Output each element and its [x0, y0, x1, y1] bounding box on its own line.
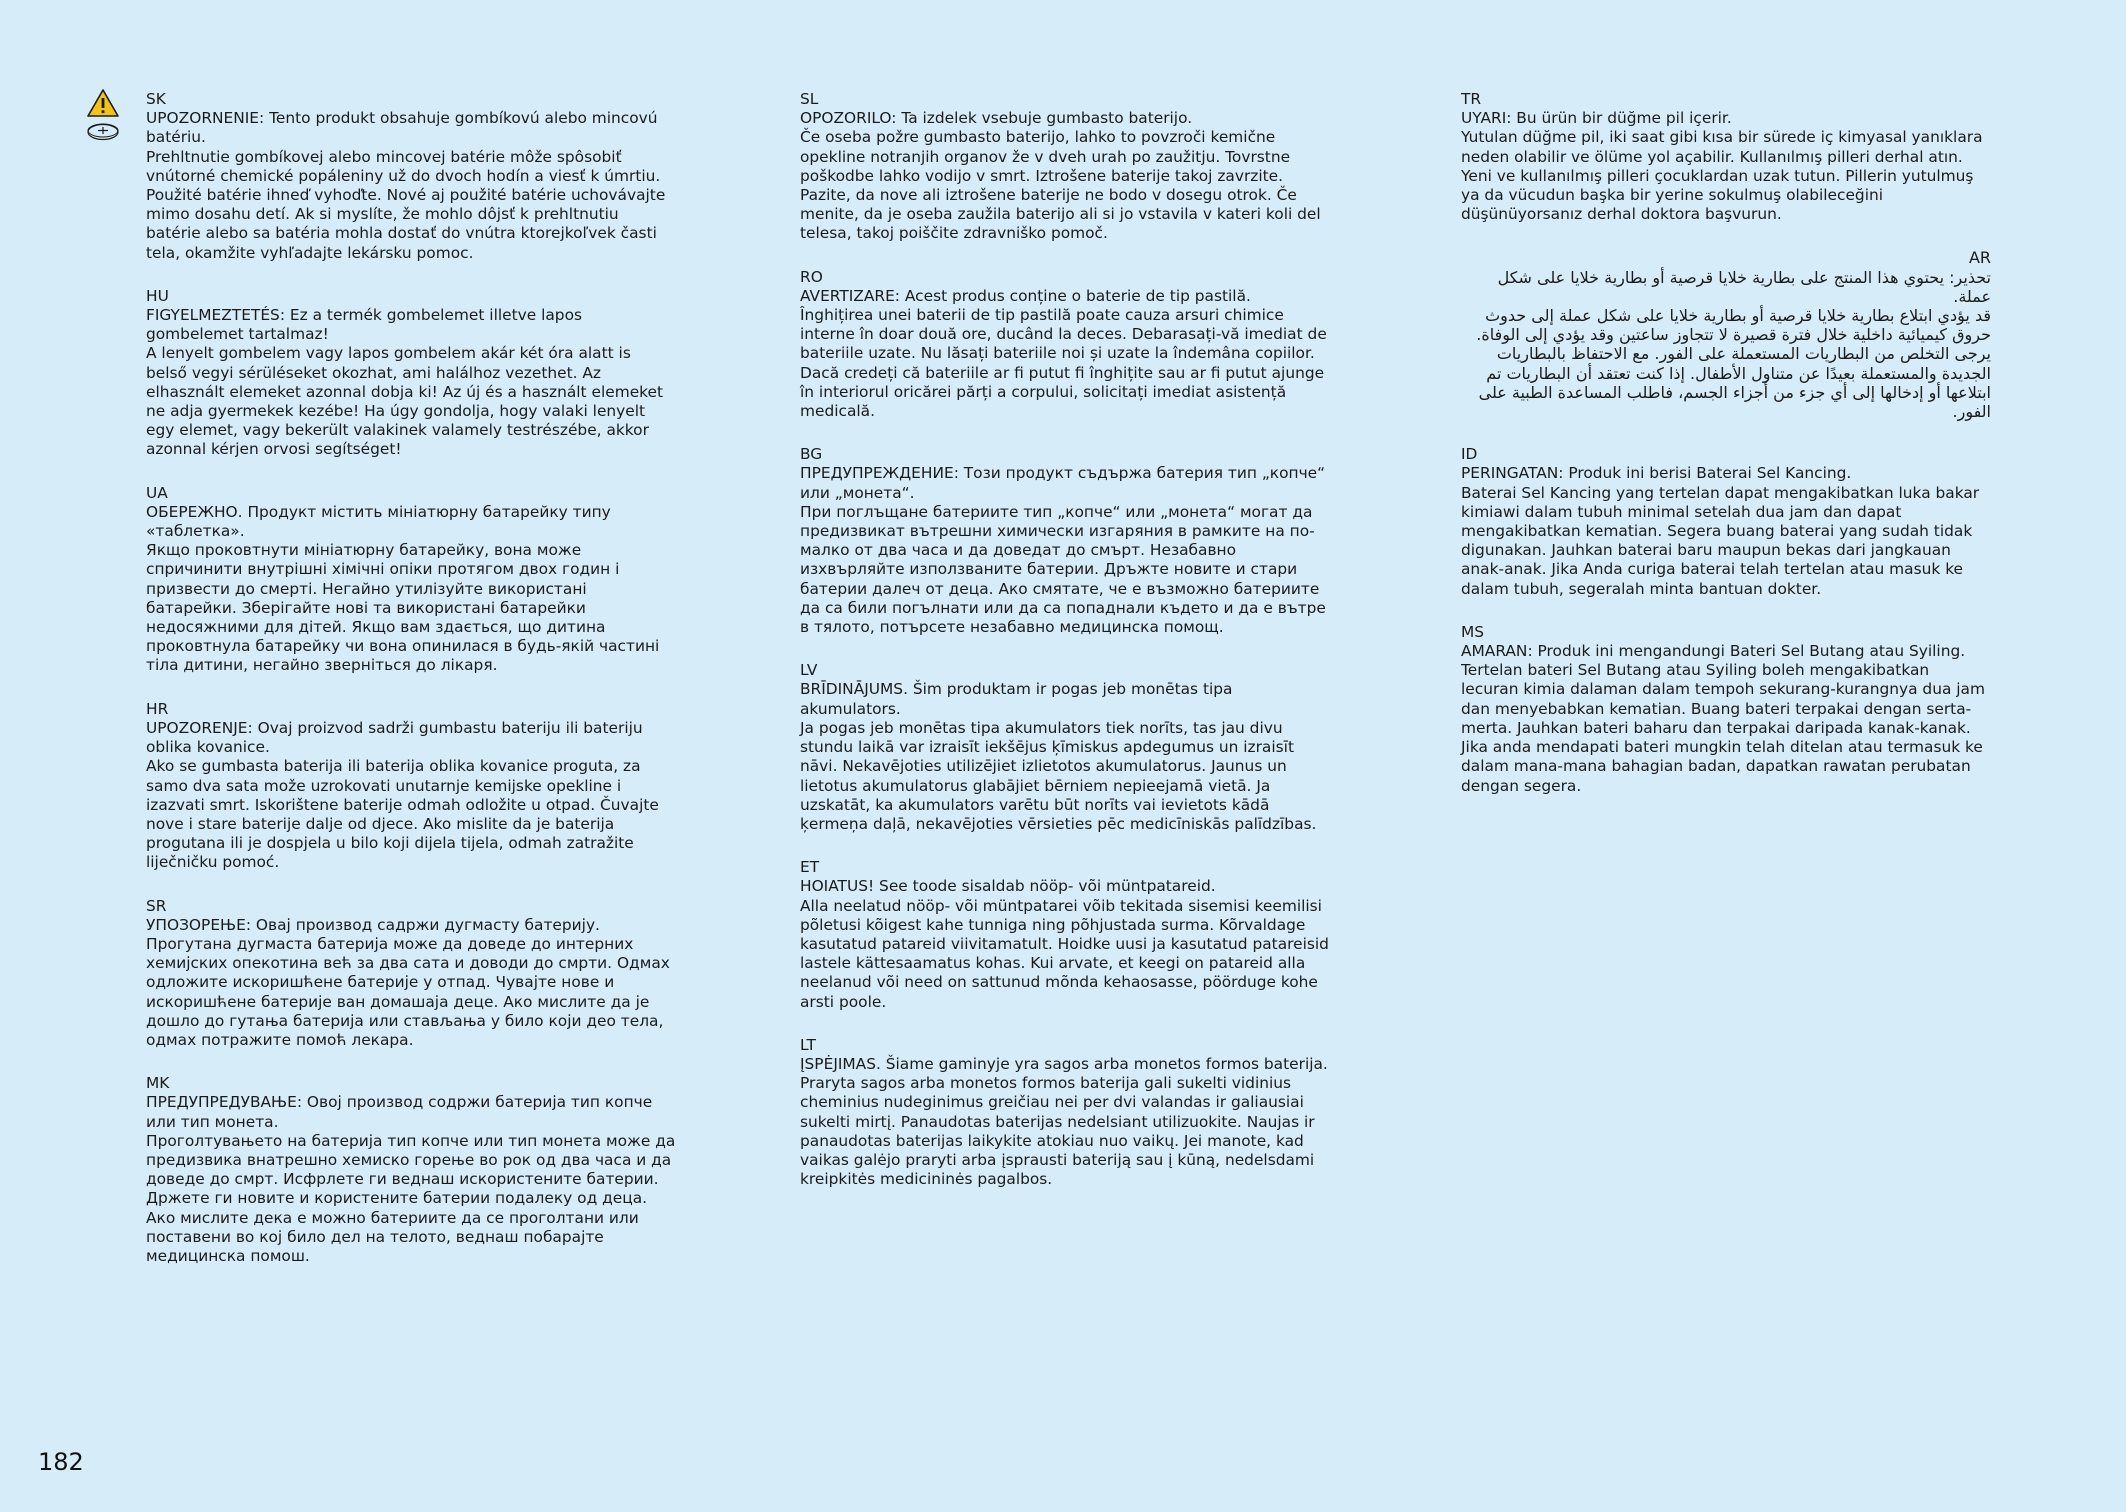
- warning-body: قد يؤدي ابتلاع بطارية خلايا قرصية أو بطارية خلايا على شكل عملة إلى حدوث حروق كيميائية داخلية خلال فترة قصيرة لا تتجاوز ساعتين وقد يؤدي إلى الوفاة. يرجى التخلص من البطاريات المستعملة على الفور. مع الاحتفاظ بالبطاريات الجديدة والمستعملة بعيدًا عن متناول الأطفال. إذا كنت تعتقد أن البطاريات تم ابتلاعها أو إدخالها إلى أي جزء من أجزاء الجسم، فاطلب المساعدة الطبية على الفور.: [1476, 306, 1991, 422]
- page-number: 182: [38, 1448, 84, 1476]
- language-section-id: [1461, 445, 1991, 599]
- warning-heading: ОБЕРЕЖНО. Продукт містить мініатюрну батарейку типу «таблетка».: [146, 502, 611, 541]
- warning-body: Praryta sagos arba monetos formos baterija gali sukelti vidinius cheminius nudeginimus greičiau nei per dvi valandas ir galiausiai sukelti mirtį. Panaudotas baterijas nedelsiant utilizuokite. Naujas ir panaudotas baterijas laikykite atokiau nuo vaikų. Jei manote, kad vaikas galėjo praryti arba įsprausti bateriją sau į kūną, nedelsdami kreipkitės medicininės pagalbos.: [800, 1074, 1315, 1189]
- language-code: ID: [1461, 445, 1478, 464]
- language-section-ar: [1461, 248, 1991, 421]
- warning-heading: ĮSPĖJIMAS. Šiame gaminyje yra sagos arba monetos formos baterija.: [800, 1054, 1328, 1073]
- language-code: LT: [800, 1035, 816, 1054]
- language-section-ua: [146, 484, 676, 676]
- warning-heading: УПОЗОРЕЊЕ: Овај производ садржи дугмасту батерију.: [146, 915, 600, 934]
- column-1: [146, 90, 676, 1290]
- warning-icons: [86, 88, 122, 142]
- warning-heading: OPOZORILO: Ta izdelek vsebuje gumbasto baterijo.: [800, 109, 1193, 128]
- warning-heading: UYARI: Bu ürün bir düğme pil içerir.: [1461, 109, 1732, 128]
- warning-body: Baterai Sel Kancing yang tertelan dapat mengakibatkan luka bakar kimiawi dalam tubuh minimal setelah dua jam dan dapat mengakibatkan kematian. Segera buang baterai yang sudah tidak digunakan. Jauhkan baterai baru maupun bekas dari jangkauan anak-anak. Jika Anda curiga baterai telah tertelan atau masuk ke dalam tubuh, segeralah minta bantuan dokter.: [1461, 483, 1980, 598]
- warning-heading: FIGYELMEZTETÉS: Ez a termék gombelemet illetve lapos gombelemet tartalmaz!: [146, 306, 583, 344]
- warning-body: Če oseba požre gumbasto baterijo, lahko to povzroči kemične opekline notranjih organov že v dveh urah po zaužitju. Tovrstne poškodbe lahko vodijo v smrt. Iztrošene baterije takoj zavrzite. Pazite, da nove ali iztrošene baterije ne bodo v dosegu otrok. Če menite, da je oseba zaužila baterijo ali si jo vstavila v kateri koli del telesa, takoj poiščite zdravniško pomoč.: [800, 128, 1321, 243]
- language-code: LV: [800, 661, 818, 680]
- warning-heading: UPOZORENJE: Ovaj proizvod sadrži gumbastu bateriju ili bateriju oblika kovanice.: [146, 718, 643, 757]
- language-code: UA: [146, 483, 168, 502]
- language-code: MK: [146, 1074, 170, 1093]
- language-code: RO: [800, 267, 823, 286]
- column-2: [800, 90, 1330, 1213]
- warning-heading: PERINGATAN: Produk ini berisi Baterai Sel Kancing.: [1461, 464, 1852, 483]
- warning-body: Yutulan düğme pil, iki saat gibi kısa bir sürede iç kimyasal yanıklara neden olabilir ve ölüme yol açabilir. Kullanılmış pilleri derhal atın. Yeni ve kullanılmış pilleri çocuklardan uzak tutun. Pillerin yutulmuş ya da vücudun başka bir yerine sokulmuş olabileceğini düşünüyorsanız derhal doktora başvurun.: [1461, 128, 1983, 224]
- language-section-et: [800, 858, 1330, 1012]
- warning-body: Проголтувањето на батерија тип копче или тип монета може да предизвика внатрешно хемиско горење во рок од два часа и да доведе до смрт. Исфрлете ги веднаш искористените батерии. Држете ги новите и користените батерии подалеку од деца. Ако мислите дека е можно батериите да се проголтани или поставени во кој било дел на телото, веднаш побарајте медицинска помош.: [146, 1131, 676, 1265]
- warning-body: Tertelan bateri Sel Butang atau Syiling boleh mengakibatkan lecuran kimia dalaman dalam tempoh sekurang-kurangnya dua jam dan menyebabkan kematian. Buang bateri terpakai dengan serta-merta. Jauhkan bateri baharu dan terpakai daripada kanak-kanak. Jika anda mendapati bateri mungkin telah ditelan atau termasuk ke dalam mana-mana bahagian badan, dapatkan rawatan perubatan dengan segera.: [1461, 661, 1985, 795]
- language-code: BG: [800, 445, 823, 464]
- language-code: SK: [146, 90, 166, 108]
- warning-heading: ПРЕДУПРЕДУВАЊЕ: Овој производ содржи батерија тип копче или тип монета.: [146, 1093, 653, 1131]
- warning-heading: تحذير: يحتوي هذا المنتج على بطارية خلايا قرصية أو بطارية خلايا على شكل عملة.: [1497, 267, 1991, 306]
- column-3: [1461, 90, 1991, 820]
- warning-heading: BRĪDINĀJUMS. Šim produktam ir pogas jeb monētas tipa akumulators.: [800, 680, 1233, 718]
- language-section-ro: [800, 268, 1330, 422]
- warning-heading: HOIATUS! See toode sisaldab nööp- või müntpatareid.: [800, 877, 1216, 896]
- language-section-ms: [1461, 623, 1991, 796]
- language-section-tr: [1461, 90, 1991, 224]
- warning-body: Alla neelatud nööp- või müntpatarei võib tekitada sisemisi keemilisi põletusi kõigest kahe tunniga ning põhjustada surma. Kõrvaldage kasutatud patareid viivitamatult. Hoidke uusi ja kasutatud patareisid lastele kättesaamatus kohas. Kui arvate, et keegi on patareid alla neelanud või need on sattunud mõnda kehaosasse, pöörduge kohe arsti poole.: [800, 896, 1329, 1011]
- warning-heading: AMARAN: Produk ini mengandungi Bateri Sel Butang atau Syiling.: [1461, 642, 1966, 661]
- warning-body: Якщо проковтнути мініатюрну батарейку, вона може спричинити внутрішні хімічні опіки протягом двох годин і призвести до смерті. Негайно утилізуйте використані батарейки. Зберігайте нові та використані батарейки недосяжними для дітей. Якщо вам здається, що дитина проковтнула батарейку чи вона опинилася в будь-якій частині тіла дитини, негайно зверніться до лікаря.: [146, 541, 660, 675]
- language-code: AR: [1968, 248, 1991, 268]
- warning-body: A lenyelt gombelem vagy lapos gombelem akár két óra alatt is belső vegyi sérüléseket okozhat, ami halálhoz vezethet. Az elhasznált elemeket azonnal dobja ki! Az új és a használt elemeket ne adja gyermekek kezébe! Ha úgy gondolja, hogy valaki lenyelt egy elemet, vagy bekerült valakinek valamely testrészébe, akkor azonnal kérjen orvosi segítséget!: [146, 344, 664, 459]
- language-section-sl: [800, 90, 1330, 244]
- language-section-mk: [146, 1074, 676, 1266]
- language-section-lv: [800, 661, 1330, 834]
- warning-heading: AVERTIZARE: Acest produs conține o baterie de tip pastilă.: [800, 286, 1251, 305]
- language-code: SL: [800, 90, 819, 108]
- coin-battery-icon: [86, 122, 120, 142]
- warning-body: Prehltnutie gombíkovej alebo mincovej batérie môže spôsobiť vnútorné chemické popáleniny už do dvoch hodín a viesť k úmrtiu. Použité batérie ihneď vyhoďte. Nové aj použité batérie uchovávajte mimo dosahu detí. Ak si myslíte, že mohlo dôjsť k prehltnutiu batérie alebo sa batéria mohla dostať do vnútra ktorejkoľvek časti tela, okamžite vyhľadajte lekársku pomoc.: [146, 147, 666, 262]
- language-section-hu: [146, 287, 676, 460]
- warning-heading: UPOZORNENIE: Tento produkt obsahuje gombíkovú alebo mincovú batériu.: [146, 109, 658, 147]
- language-section-hr: [146, 700, 676, 873]
- language-section-lt: [800, 1036, 1330, 1190]
- language-code: HU: [146, 286, 169, 305]
- language-code: SR: [146, 896, 167, 915]
- language-code: HR: [146, 699, 169, 718]
- warning-triangle-icon: [86, 88, 120, 118]
- language-code: ET: [800, 858, 820, 877]
- language-section-sr: [146, 897, 676, 1051]
- warning-body: Ako se gumbasta baterija ili baterija oblika kovanice proguta, za samo dva sata može uzrokovati unutarnje kemijske opekline i izazvati smrt. Iskorištene baterije odmah odložite u otpad. Čuvajte nove i stare baterije dalje od djece. Ako mislite da je baterija progutana ili je dospjela u bilo koji dijela tijela, odmah zatražite liječničku pomoć.: [146, 757, 659, 872]
- language-section-sk: [146, 90, 676, 263]
- language-code: MS: [1461, 622, 1485, 641]
- warning-body: При поглъщане батериите тип „копче“ или „монета“ могат да предизвикат вътрешни химически изгаряния в рамките на по-малко от два часа и да доведат до смърт. Незабавно изхвърляйте използваните батерии. Дръжте новите и стари батерии далеч от деца. Ако смятате, че е възможно батериите да са били погълнати или да са попаднали където и да е вътре в тялото, потърсете незабавно медицинска помощ.: [800, 502, 1326, 637]
- language-code: TR: [1461, 90, 1482, 108]
- warning-body: Înghițirea unei baterii de tip pastilă poate cauza arsuri chimice interne în doar două ore, ducând la deces. Debarasați-vă imediat de bateriile uzate. Nu lăsați bateriile noi și uzate la îndemâna copiilor. Dacă credeți că bateriile ar fi putut fi înghițite sau ar fi putut ajunge în interiorul oricărei părți a corpului, solicitați imediat asistență medicală.: [800, 306, 1327, 421]
- warning-body: Ja pogas jeb monētas tipa akumulators tiek norīts, tas jau divu stundu laikā var izraisīt iekšējus ķīmiskus apdegumus un izraisīt nāvi. Nekavējoties utilizējiet izlietotos akumulatorus. Jaunus un lietotus akumulatorus glabājiet bērniem nepieejamā vietā. Ja uzskatāt, ka akumulators varētu būt norīts vai ievietots kādā ķermeņa daļā, nekavējoties vērsieties pēc medicīniskās palīdzības.: [800, 718, 1317, 833]
- warning-body: Прогутана дугмаста батерија може да доведе до интерних хемијских опекотина већ за два сата и доводи до смрти. Одмах одложите искоришћене батерије у отпад. Чувајте нове и искоришћене батерије ван домашаја деце. Ако мислите да је дошло до гутања батерија или стављања у било који део тела, одмах потражите помоћ лекара.: [146, 934, 670, 1049]
- language-section-bg: [800, 445, 1330, 637]
- warning-heading: ПРЕДУПРЕЖДЕНИЕ: Този продукт съдържа батерия тип „копче“ или „монета“.: [800, 464, 1326, 502]
